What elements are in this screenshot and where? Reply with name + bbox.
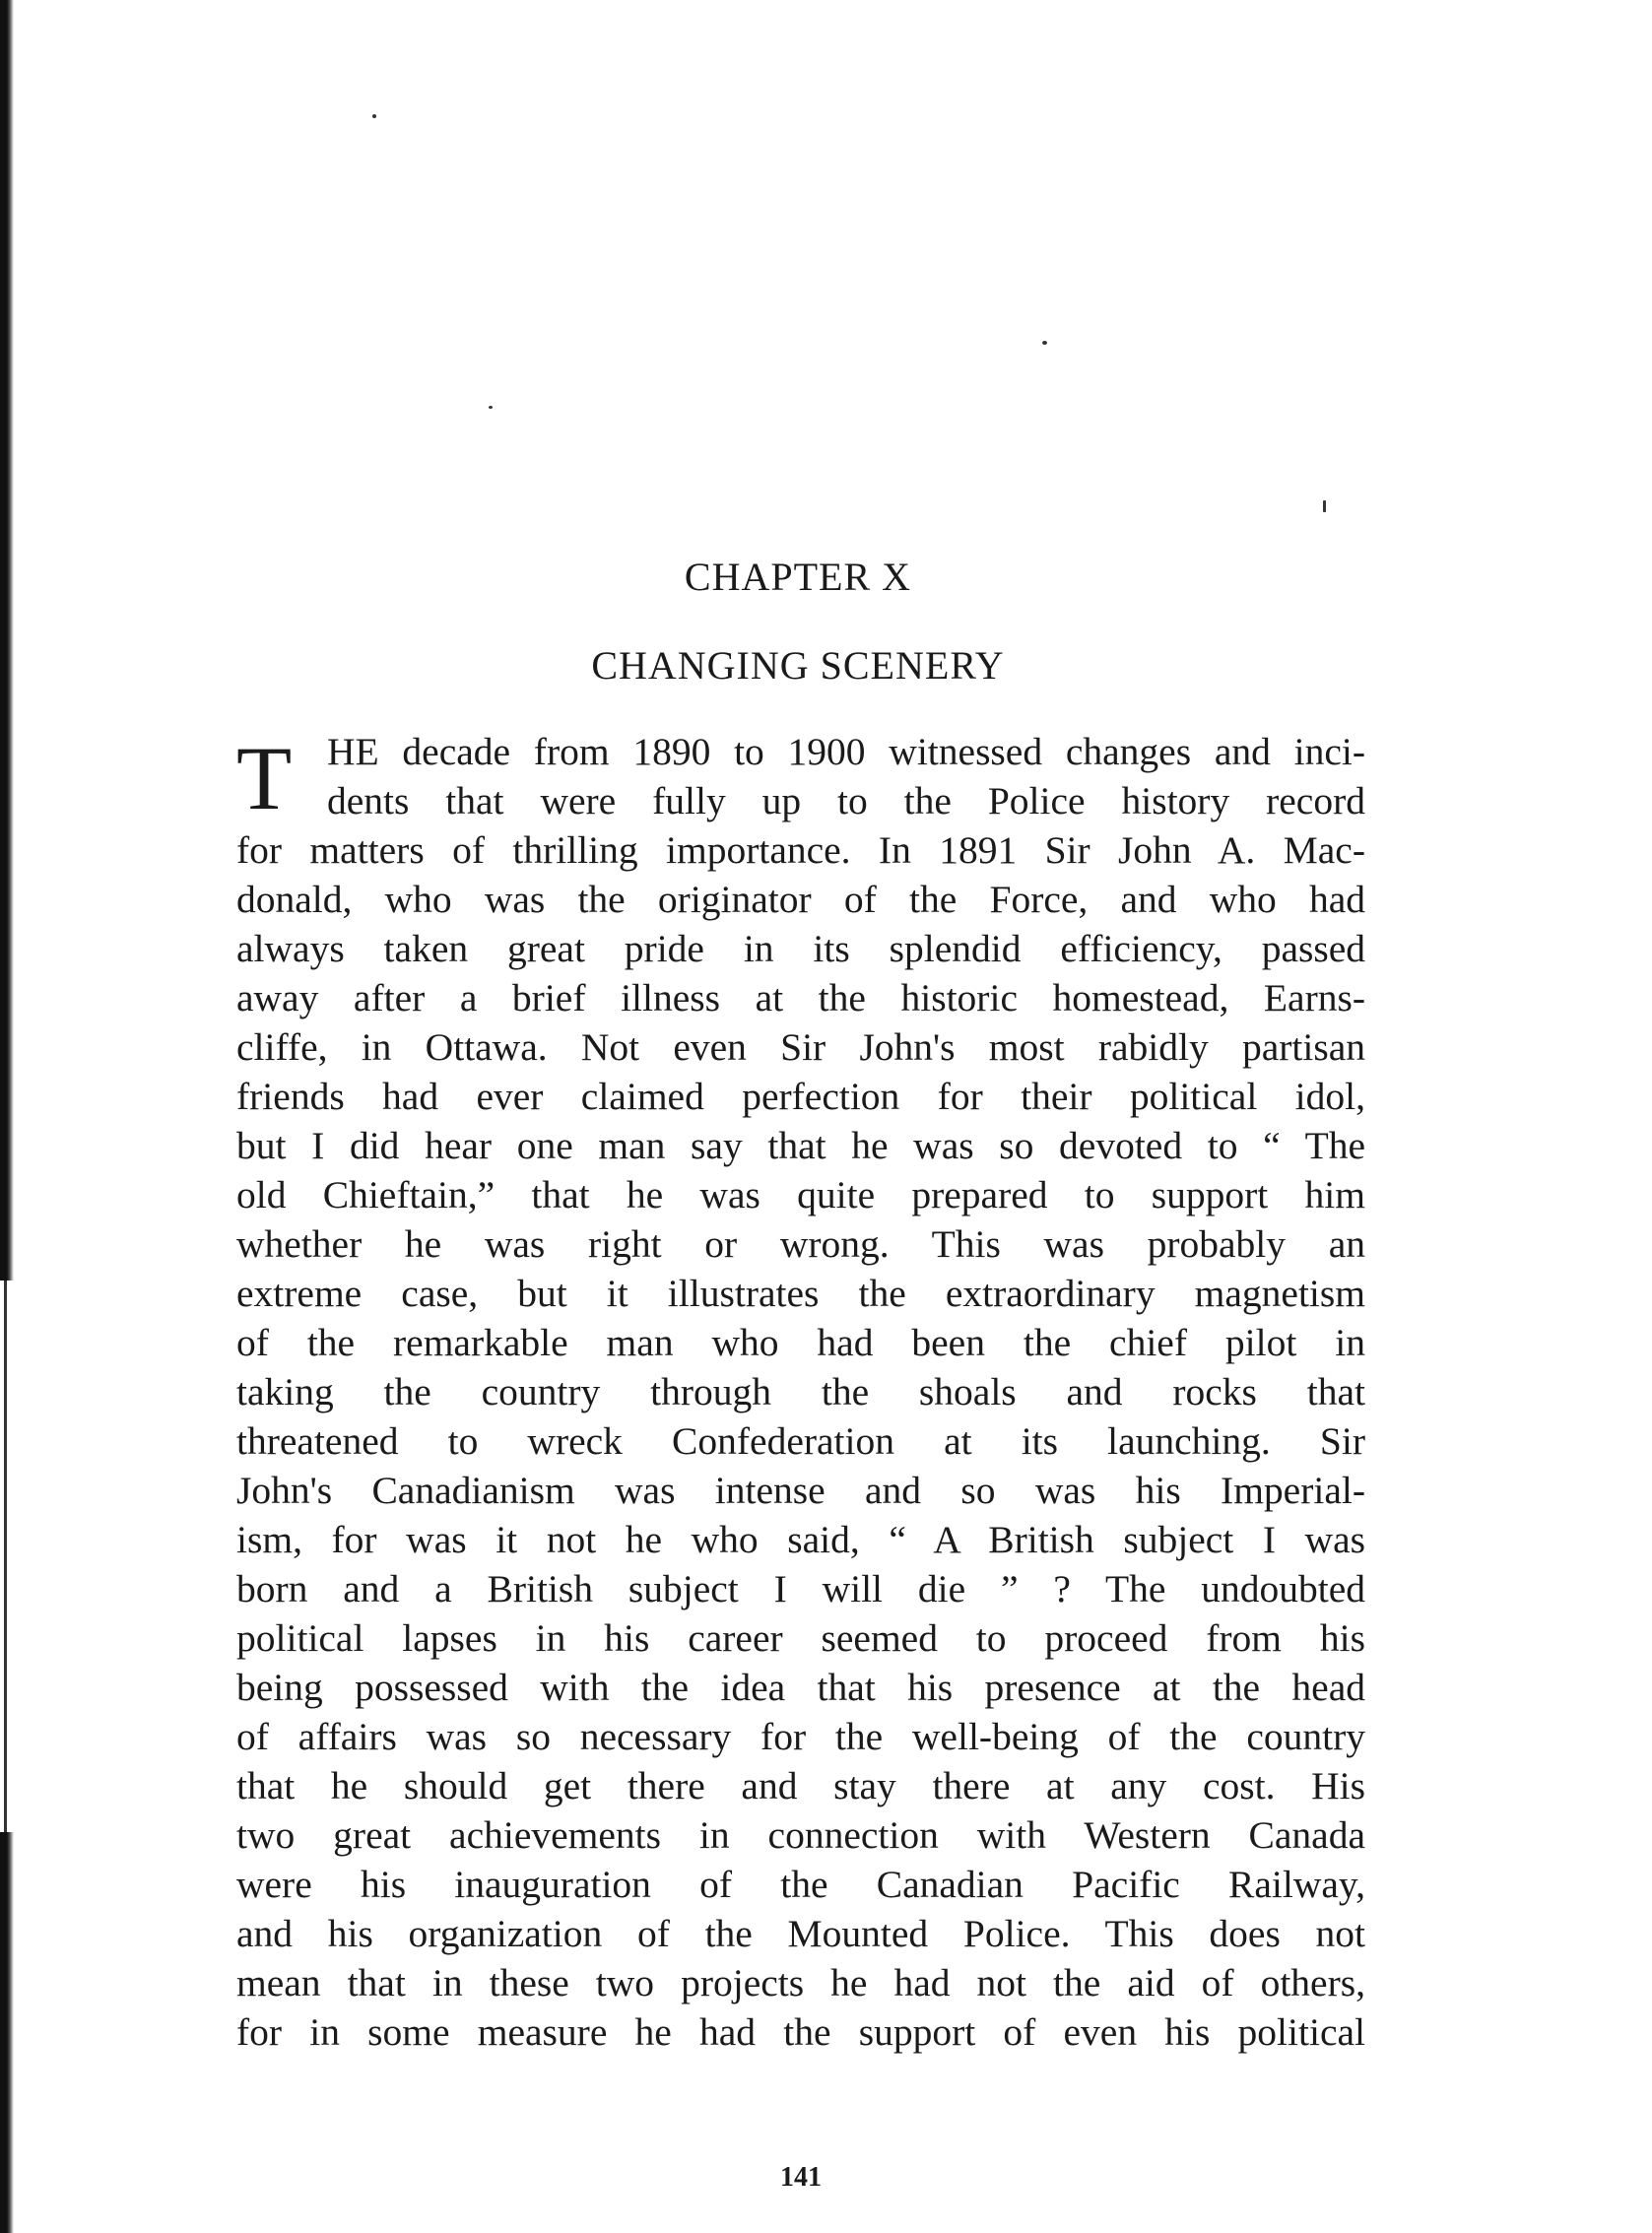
text-line: political lapses in his career seemed to proceed from his xyxy=(236,1616,1365,1660)
text-line: friends had ever claimed perfection for their political idol, xyxy=(236,1075,1365,1118)
text-line: two great achievements in connection with Western Canada xyxy=(236,1813,1365,1857)
text-line: extreme case, but it illustrates the extraordinary magnetism xyxy=(236,1272,1365,1315)
scan-speck xyxy=(1323,500,1326,512)
text-line: born and a British subject I will die ” ? The undoubted xyxy=(236,1567,1365,1610)
chapter-number: CHAPTER X xyxy=(684,555,912,599)
text-line: ism, for was it not he who said, “ A British subject I was xyxy=(236,1518,1365,1561)
page-number: 141 xyxy=(780,2162,822,2193)
text-line: cliffe, in Ottawa. Not even Sir John's most rabidly partisan xyxy=(236,1025,1365,1069)
body-text xyxy=(236,727,1365,2057)
text-line: and his organization of the Mounted Police. This does not xyxy=(236,1912,1365,1955)
scan-speck xyxy=(372,114,376,118)
text-line: John's Canadianism was intense and so was his Imperial- xyxy=(236,1469,1365,1512)
text-line: of affairs was so necessary for the well-being of the country xyxy=(236,1715,1365,1758)
scan-speck xyxy=(1042,341,1047,345)
text-line: taking the country through the shoals and rocks that xyxy=(236,1370,1365,1413)
text-line: were his inauguration of the Canadian Pacific Railway, xyxy=(236,1863,1365,1906)
text-line: but I did hear one man say that he was so devoted to “ The xyxy=(236,1124,1365,1167)
text-line: old Chieftain,” that he was quite prepared to support him xyxy=(236,1173,1365,1216)
drop-cap: T xyxy=(236,728,293,828)
text-line: always taken great pride in its splendid efficiency, passed xyxy=(236,927,1365,970)
text-line: for matters of thrilling importance. In 1891 Sir John A. Mac- xyxy=(236,828,1365,872)
scan-speck xyxy=(489,406,493,409)
text-line-content: HE decade from 1890 to 1900 witnessed changes and inci- xyxy=(327,730,1365,773)
text-line-content: dents that were fully up to the Police history record xyxy=(327,779,1365,822)
text-line: of the remarkable man who had been the chief pilot in xyxy=(236,1321,1365,1364)
page-binding-thin-edge xyxy=(4,1281,7,1832)
page-binding-gap xyxy=(0,1281,14,1832)
text-line: donald, who was the originator of the Force, and who had xyxy=(236,878,1365,921)
chapter-title: CHANGING SCENERY xyxy=(591,643,1005,688)
text-line xyxy=(236,776,1365,825)
text-line: for in some measure he had the support of even his political xyxy=(236,2010,1365,2054)
text-line: being possessed with the idea that his presence at the head xyxy=(236,1666,1365,1709)
text-line: away after a brief illness at the historic homestead, Earns- xyxy=(236,976,1365,1019)
text-line: that he should get there and stay there at any cost. His xyxy=(236,1764,1365,1807)
text-line: mean that in these two projects he had not the aid of others, xyxy=(236,1961,1365,2004)
text-line: threatened to wreck Confederation at its launching. Sir xyxy=(236,1419,1365,1463)
page-binding-edge xyxy=(0,0,14,2233)
text-line: whether he was right or wrong. This was probably an xyxy=(236,1222,1365,1266)
